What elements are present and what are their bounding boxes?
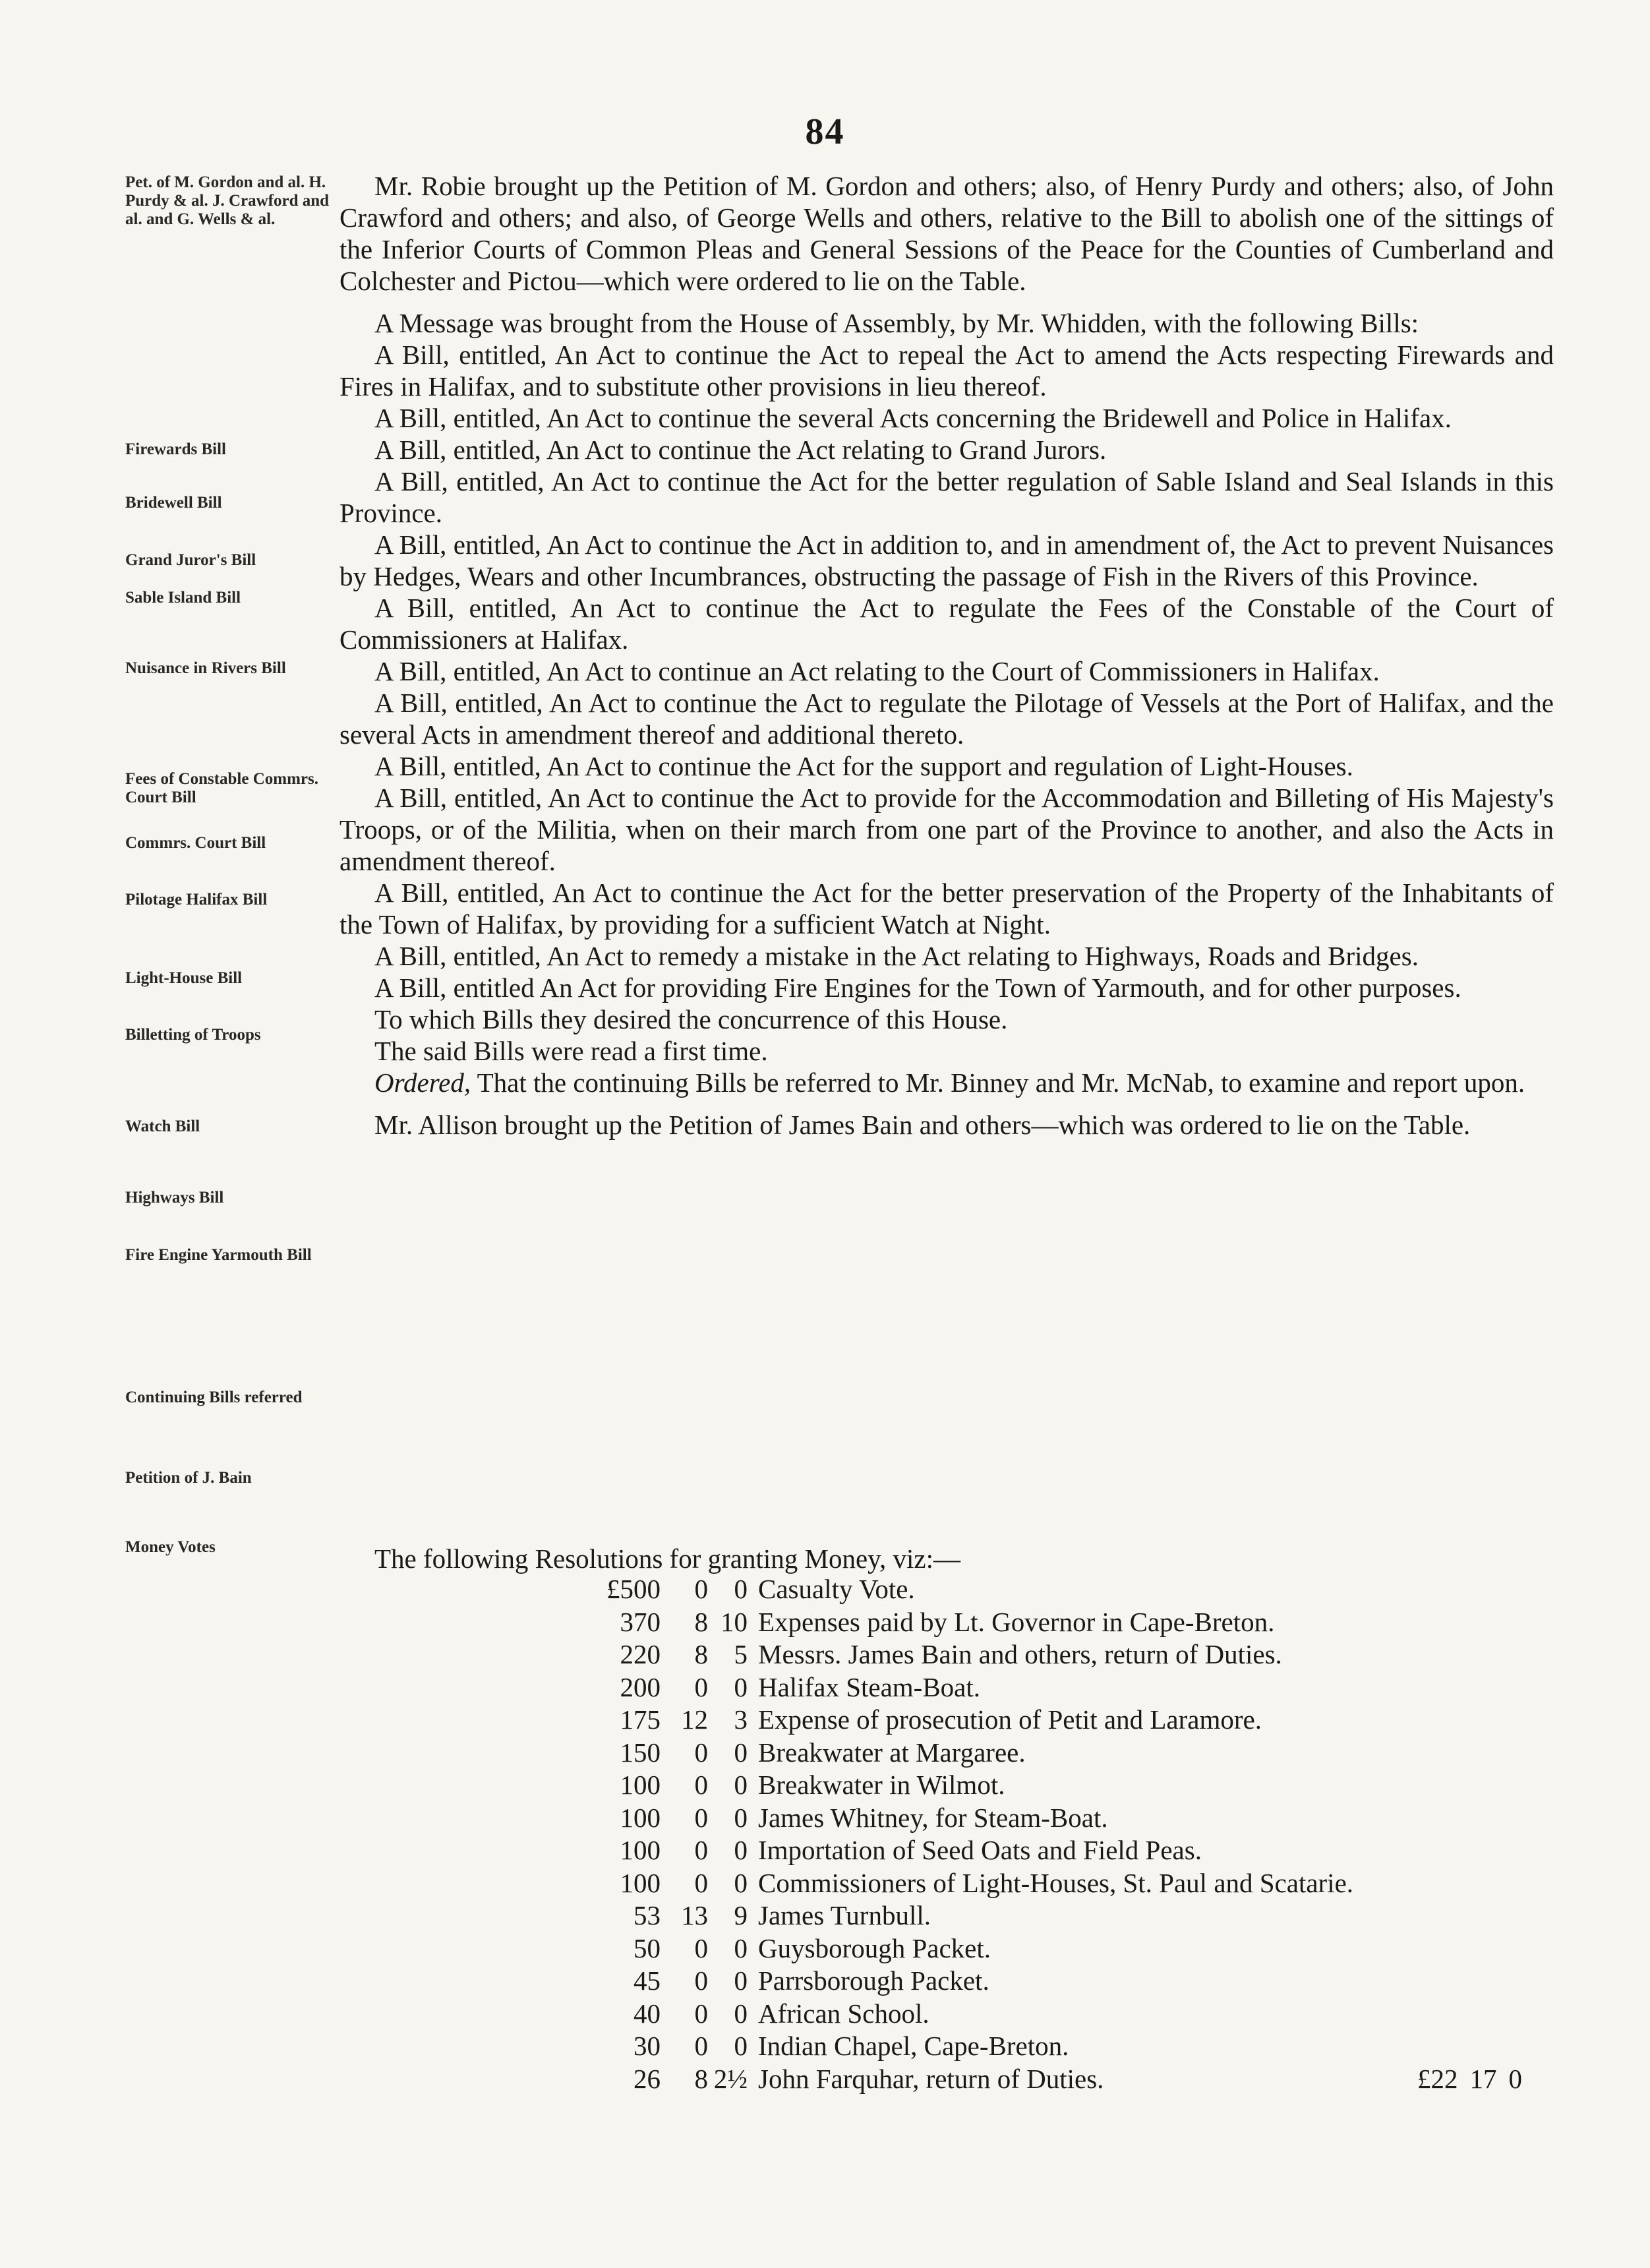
- margin-note-continuing: Continuing Bills referred: [125, 1388, 303, 1406]
- money-pounds: £500: [606, 1574, 661, 1604]
- money-row: [541, 1638, 1353, 1671]
- bill-paragraph: A Bill, entitled, An Act to continue the Act for the better preservation of the Property of the Inhabitants of the Town of Halifax, by providing for a sufficient Watch at Night.: [339, 878, 1554, 940]
- money-pounds: 100: [620, 1770, 661, 1800]
- money-row: [541, 1834, 1353, 1867]
- money-row: [541, 1573, 1353, 1606]
- money-item: Indian Chapel, Cape-Breton.: [758, 2031, 1069, 2061]
- money-shillings: 8: [694, 2063, 708, 2094]
- ordered-label: Ordered,: [374, 1067, 471, 1098]
- money-item: Breakwater at Margaree.: [758, 1737, 1026, 1768]
- bill-paragraph: A Bill, entitled An Act for providing Fire Engines for the Town of Yarmouth, and for other purposes.: [374, 972, 1461, 1003]
- money-row: [541, 1671, 1353, 1704]
- continuing-text: That the continuing Bills be referred to Mr. Binney and Mr. McNab, to examine and report upon.: [477, 1067, 1525, 1098]
- margin-note-billetting: Billetting of Troops: [125, 1026, 261, 1044]
- money-shillings: 0: [694, 1770, 708, 1800]
- bill-paragraph: A Bill, entitled, An Act to continue the Act in addition to, and in amendment of, the Act to prevent Nuisances by Hedges, Wears and other Incumbrances, obstructing the passage of Fish in the Rivers of this Province.: [339, 529, 1554, 591]
- money-item: Casualty Vote.: [758, 1574, 915, 1604]
- message-paragraph: A Message was brought from the House of Assembly, by Mr. Whidden, with the following Bills:: [374, 308, 1419, 338]
- money-shillings: 8: [694, 1639, 708, 1669]
- margin-note-highways: Highways Bill: [125, 1189, 224, 1207]
- petition-paragraph: Mr. Robie brought up the Petition of M. Gordon and others; also, of Henry Purdy and others; also, of John Crawford and others; and also, of George Wells and others, relative to the Bill to abolish one of the sittings of the Inferior Courts of Common Pleas and General Sessions of the Peace for the Counties of Cumberland and Colchester and Pictou—which were ordered to lie on the Table.: [339, 171, 1554, 296]
- money-row: [541, 1737, 1353, 1770]
- money-row: [541, 1769, 1353, 1802]
- margin-note-money: Money Votes: [125, 1538, 216, 1556]
- money-pounds: 45: [633, 1965, 661, 1996]
- money-row: [541, 1965, 1353, 1998]
- money-pounds: 175: [620, 1704, 661, 1735]
- money-pence: 0: [734, 1802, 748, 1833]
- money-pounds: 220: [620, 1639, 661, 1669]
- page-number: 84: [805, 111, 845, 152]
- money-pence: 2½: [713, 2063, 748, 2094]
- money-shillings: 0: [694, 1965, 708, 1996]
- money-pence: 0: [734, 1998, 748, 2029]
- money-pounds: 26: [633, 2063, 661, 2094]
- bill-paragraph: A Bill, entitled, An Act to continue an Act relating to the Court of Commissioners in Halifax.: [374, 656, 1380, 686]
- bill-paragraph: A Bill, entitled, An Act to continue the Act to repeal the Act to amend the Acts respecting Firewards and Fires in Halifax, and to substitute other provisions in lieu thereof.: [339, 340, 1554, 402]
- bill-paragraph: A Bill, entitled, An Act to remedy a mistake in the Act relating to Highways, Roads and Bridges.: [374, 941, 1419, 971]
- bill-paragraph: A Bill, entitled, An Act to continue the Act for the better regulation of Sable Island and Seal Islands in this Province.: [339, 466, 1554, 528]
- money-item: Importation of Seed Oats and Field Peas.: [758, 1835, 1202, 1865]
- margin-note-light-house: Light-House Bill: [125, 969, 243, 987]
- money-item: Guysborough Packet.: [758, 1932, 991, 1963]
- concurrence-line: To which Bills they desired the concurrence of this House.: [374, 1004, 1008, 1034]
- money-item: Breakwater in Wilmot.: [758, 1770, 1005, 1800]
- money-shillings: 0: [694, 1932, 708, 1963]
- money-pence: 0: [734, 1737, 748, 1768]
- money-row: [541, 1899, 1353, 1932]
- margin-note-bridewell: Bridewell Bill: [125, 494, 222, 512]
- money-pounds: 100: [620, 1835, 661, 1865]
- money-pence: 10: [721, 1606, 748, 1637]
- money-pence: 0: [734, 1867, 748, 1898]
- bill-paragraph: A Bill, entitled, An Act to continue the Act to regulate the Pilotage of Vessels at the Port of Halifax, and the several Acts in amendment thereof and additional thereto.: [339, 688, 1554, 750]
- margin-note-nuisance: Nuisance in Rivers Bill: [125, 659, 286, 677]
- margin-note-firewards: Firewards Bill: [125, 440, 227, 458]
- money-pence: 0: [734, 1671, 748, 1702]
- money-pence: 0: [734, 1574, 748, 1604]
- money-shillings: 0: [694, 2031, 708, 2061]
- money-item: John Farquhar, return of Duties.: [758, 2063, 1104, 2094]
- money-intro: The following Resolutions for granting Money, viz:—: [374, 1543, 960, 1574]
- bain-paragraph: Mr. Allison brought up the Petition of James Bain and others—which was ordered to lie on the Table.: [374, 1110, 1471, 1140]
- carry-total: [1417, 2063, 1522, 2095]
- money-item: Halifax Steam-Boat.: [758, 1671, 981, 1702]
- carry-pounds: £22: [1417, 2064, 1458, 2094]
- money-pounds: 200: [620, 1671, 661, 1702]
- carry-pence: 0: [1508, 2064, 1522, 2094]
- bill-paragraph: A Bill, entitled, An Act to continue the several Acts concerning the Bridewell and Police in Halifax.: [374, 403, 1452, 433]
- money-shillings: 0: [694, 1835, 708, 1865]
- money-table: [541, 1573, 1353, 2095]
- money-pounds: 370: [620, 1606, 661, 1637]
- money-pence: 5: [734, 1639, 748, 1669]
- money-row: [541, 1704, 1353, 1737]
- money-item: James Whitney, for Steam-Boat.: [758, 1802, 1108, 1833]
- money-row: [541, 1932, 1353, 1965]
- margin-note-fire-engine: Fire Engine Yarmouth Bill: [125, 1246, 312, 1264]
- money-row: [541, 2030, 1353, 2063]
- money-item: African School.: [758, 1998, 929, 2029]
- money-item: James Turnbull.: [758, 1900, 931, 1930]
- money-item: Expense of prosecution of Petit and Laramore.: [758, 1704, 1262, 1735]
- money-pounds: 30: [633, 2031, 661, 2061]
- bill-paragraph: A Bill, entitled, An Act to continue the Act for the support and regulation of Light-Houses.: [374, 751, 1353, 781]
- money-shillings: 0: [694, 1671, 708, 1702]
- money-shillings: 0: [694, 1737, 708, 1768]
- bill-paragraph: A Bill, entitled, An Act to continue the Act relating to Grand Jurors.: [374, 434, 1107, 465]
- margin-note-sable-island: Sable Island Bill: [125, 589, 241, 607]
- bill-paragraph: A Bill, entitled, An Act to continue the Act to regulate the Fees of the Constable of the Court of Commissioners at Halifax.: [339, 593, 1554, 655]
- money-pence: 0: [734, 1965, 748, 1996]
- money-pence: 0: [734, 1835, 748, 1865]
- bill-paragraph: A Bill, entitled, An Act to continue the Act to provide for the Accommodation and Billeting of His Majesty's Troops, or of the Militia, when on their march from one part of the Province to another, and also the Acts in amendment thereof.: [339, 783, 1554, 876]
- first-reading-line: The said Bills were read a first time.: [374, 1036, 768, 1066]
- money-item: Parrsborough Packet.: [758, 1965, 989, 1996]
- margin-note-watch: Watch Bill: [125, 1118, 200, 1135]
- money-shillings: 12: [681, 1704, 708, 1735]
- money-pounds: 40: [633, 1998, 661, 2029]
- money-shillings: 0: [694, 1998, 708, 2029]
- money-pence: 0: [734, 2031, 748, 2061]
- money-pounds: 50: [633, 1932, 661, 1963]
- margin-note-grand-jurors: Grand Juror's Bill: [125, 551, 256, 569]
- money-pence: 0: [734, 1932, 748, 1963]
- money-row: [541, 1606, 1353, 1639]
- money-item: Commissioners of Light-Houses, St. Paul and Scatarie.: [758, 1867, 1354, 1898]
- continuing-paragraph: [339, 1067, 1554, 1098]
- money-shillings: 0: [694, 1867, 708, 1898]
- money-item: Expenses paid by Lt. Governor in Cape-Breton.: [758, 1606, 1275, 1637]
- money-row: [541, 2063, 1353, 2096]
- margin-note-commrs-court: Commrs. Court Bill: [125, 834, 266, 852]
- money-shillings: 0: [694, 1574, 708, 1604]
- money-shillings: 13: [681, 1900, 708, 1930]
- margin-note-pilotage: Pilotage Halifax Bill: [125, 891, 268, 909]
- margin-note-fees-constable: Fees of Constable Commrs. Court Bill: [125, 770, 319, 806]
- money-shillings: 0: [694, 1802, 708, 1833]
- money-item: Messrs. James Bain and others, return of Duties.: [758, 1639, 1282, 1669]
- money-pence: 0: [734, 1770, 748, 1800]
- main-text-block: [339, 170, 1554, 1141]
- money-pounds: 53: [633, 1900, 661, 1930]
- money-row: [541, 1998, 1353, 2031]
- money-pounds: 100: [620, 1802, 661, 1833]
- money-pence: 9: [734, 1900, 748, 1930]
- money-shillings: 8: [694, 1606, 708, 1637]
- money-row: [541, 1867, 1353, 1900]
- money-row: [541, 1802, 1353, 1835]
- money-pounds: 100: [620, 1867, 661, 1898]
- money-pounds: 150: [620, 1737, 661, 1768]
- margin-note-petitions: Pet. of M. Gordon and al. H. Purdy & al. J. Crawford and al. and G. Wells & al.: [125, 173, 330, 228]
- money-pence: 3: [734, 1704, 748, 1735]
- margin-note-bain: Petition of J. Bain: [125, 1469, 252, 1487]
- carry-shillings: 17: [1469, 2064, 1497, 2094]
